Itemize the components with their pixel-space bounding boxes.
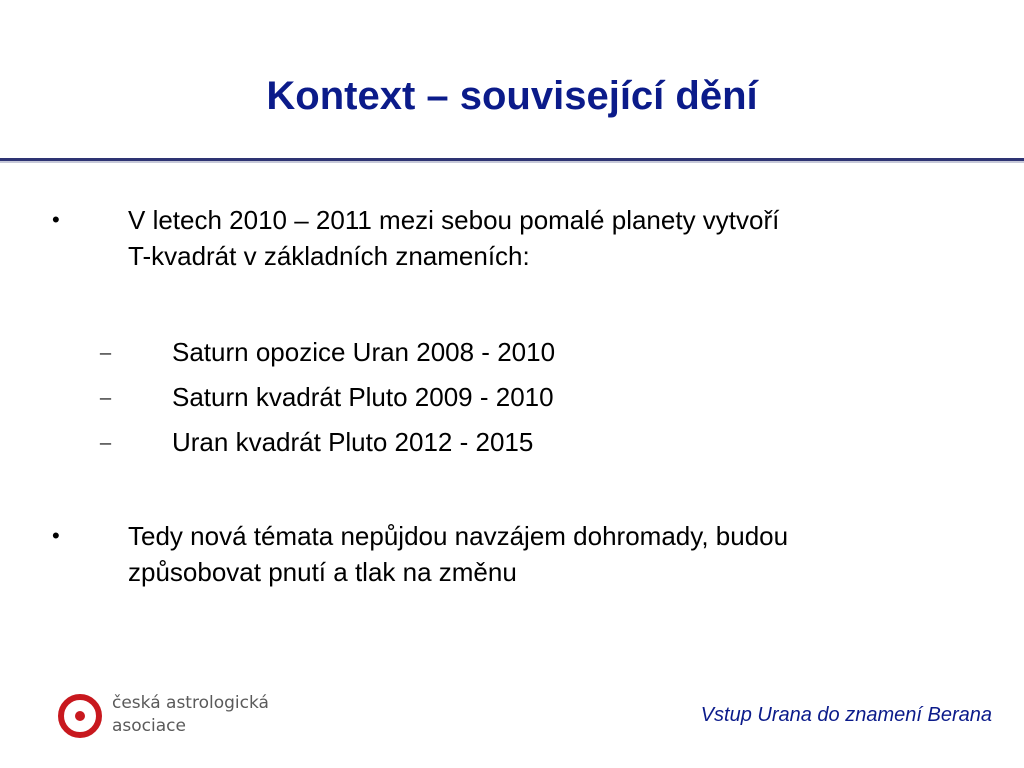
bullet-marker: • xyxy=(52,207,60,232)
sub-list-item xyxy=(0,334,1024,370)
logo-line: asociace xyxy=(112,716,186,736)
sub-list-item xyxy=(0,379,1024,415)
association-logo xyxy=(50,684,270,744)
logo-line: česká astrologická xyxy=(112,693,269,713)
bullet-line: Tedy nová témata nepůjdou navzájem dohromady, budou xyxy=(128,521,789,551)
dash-marker: – xyxy=(100,339,111,364)
dash-marker: – xyxy=(100,429,111,454)
sub-item-text: Uran kvadrát Pluto 2012 - 2015 xyxy=(172,427,534,457)
title-divider-shadow xyxy=(0,161,1024,163)
target-circle-icon xyxy=(56,692,104,740)
sub-list-item xyxy=(0,424,1024,460)
bullet-item xyxy=(0,518,1024,590)
sub-item-text: Saturn opozice Uran 2008 - 2010 xyxy=(172,337,556,367)
sub-item-text: Saturn kvadrát Pluto 2009 - 2010 xyxy=(172,382,554,412)
bullet-line: způsobovat pnutí a tlak na změnu xyxy=(128,557,517,587)
footer-caption: Vstup Urana do znamení Berana xyxy=(700,704,992,726)
bullet-marker: • xyxy=(52,523,60,548)
bullet-line: V letech 2010 – 2011 mezi sebou pomalé planety vytvoří xyxy=(128,205,780,235)
logo-text xyxy=(112,692,282,738)
bullet-item xyxy=(0,202,1024,274)
bullet-line: T-kvadrát v základních znameních: xyxy=(128,241,530,271)
bullet-text xyxy=(128,202,978,274)
dash-marker: – xyxy=(100,384,111,409)
slide-title: Kontext – související dění xyxy=(266,74,758,118)
bullet-text xyxy=(128,518,978,590)
